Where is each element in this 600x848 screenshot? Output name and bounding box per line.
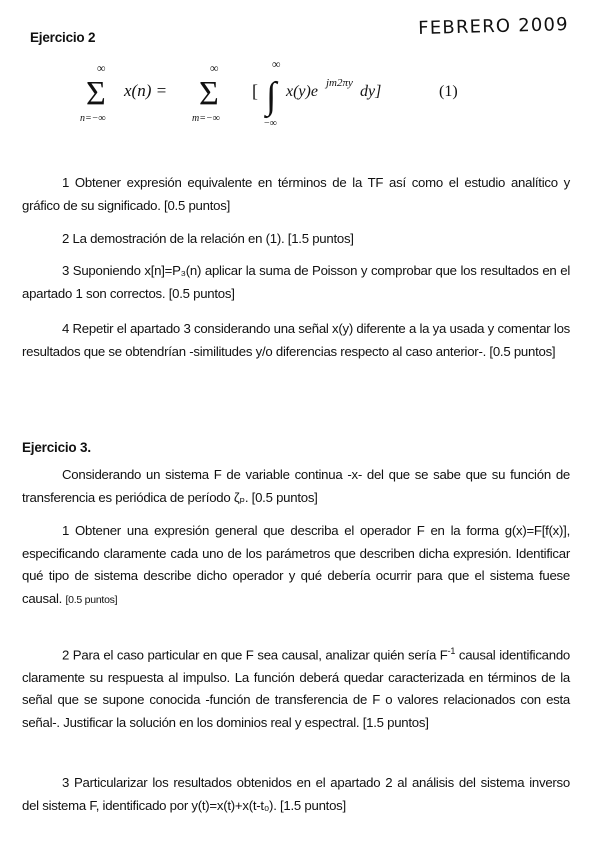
left-term: x(n) =	[124, 81, 168, 100]
sum-symbol-n: Σ	[86, 75, 106, 112]
ex3-intro: Considerando un sistema F de variable continua -x- del que se sabe que su función de transferencia es periódica de período ζₚ. [0.5 puntos]	[22, 467, 570, 505]
integrand: x(y)e	[286, 83, 318, 100]
exercise-2-title: Ejercicio 2	[30, 30, 96, 45]
int-top: ∞	[272, 57, 281, 71]
equation-1	[80, 56, 526, 129]
ex3-item-1: 1 Obtener una expresión general que describa el operador F en la forma g(x)=F[f(x)], especificando claramente cada uno de los parámetros que describen dicha expresión. Identificar qué tipo de sistema describe dicho operador y qué debería ocurrir para que el sistema fuese causal. [0.5 puntos]	[22, 523, 570, 606]
exercise-3-title: Ejercicio 3.	[22, 440, 91, 455]
ex3-item-2: 2 Para el caso particular en que F sea causal, analizar quién sería $F^{-1}$ causal identificando claramente su respuesta al impulso. La función deberá quedar caracterizada en términos de la señal que se supone conocida -función de transferencia de F o valores relacionados con esta señal-. Justificar la solución en los dominios real y espectral. [1.5 puntos]	[22, 646, 571, 730]
ex2-item-2: 2 La demostración de la relación en (1). [1.5 puntos]	[62, 231, 354, 246]
integral-symbol: ∫	[266, 75, 277, 117]
equation-number: (1)	[439, 83, 458, 100]
handwritten-date: FEBRERO 2009	[418, 14, 570, 39]
sum-top-m: ∞	[210, 61, 219, 75]
ex2-item-1: 1 Obtener expresión equivalente en términos de la TF así como el estudio analítico y gráfico de su significado. [0.5 puntos]	[22, 175, 570, 213]
sum-bottom-n: n=−∞	[80, 113, 106, 124]
ex2-item-3: 3 Suponiendo x[n]=P₃(n) aplicar la suma de Poisson y comprobar que los resultados en el apartado 1 son correctos. [0.5 puntos]	[22, 263, 570, 301]
bracket-open: [	[252, 81, 258, 101]
sum-bottom-m: m=−∞	[192, 113, 220, 124]
int-bottom: −∞	[264, 118, 277, 129]
ex3-item-3: 3 Particularizar los resultados obtenidos en el apartado 2 al análisis del sistema inverso del sistema F, identificado por y(t)=x(t)+x(t-t₀). [1.5 puntos]	[22, 775, 570, 813]
ex3-item-1-points: [0.5 puntos]	[65, 593, 118, 606]
sum-top-n: ∞	[97, 61, 106, 75]
ex2-item-4: 4 Repetir el apartado 3 considerando una señal x(y) diferente a la ya usada y comentar los resultados que se obtendrían -similitudes y/o diferencias respecto al caso anterior-. [0.5 puntos]	[22, 321, 570, 359]
dy: dy]	[360, 83, 382, 100]
exponent: jm2πy	[326, 77, 353, 89]
sum-symbol-m: Σ	[199, 75, 219, 112]
